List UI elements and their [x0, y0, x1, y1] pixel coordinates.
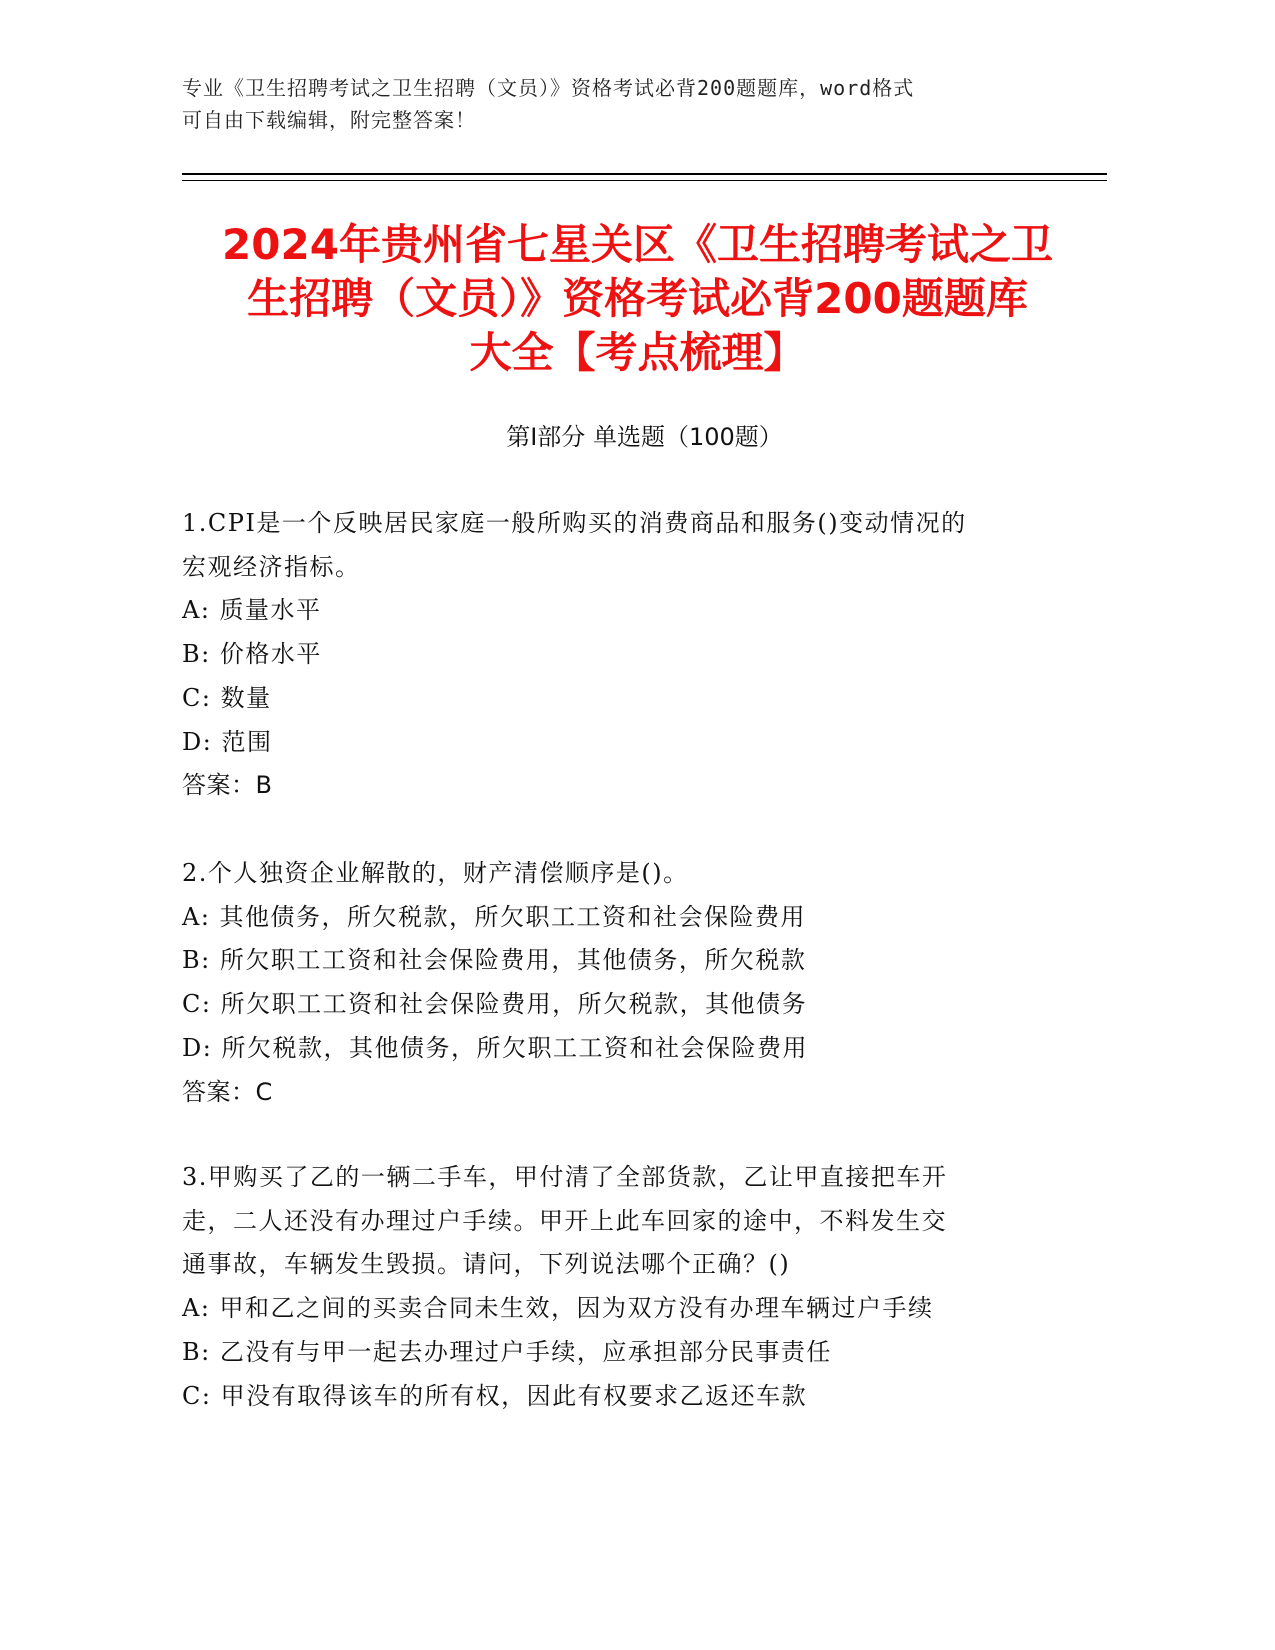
question-stem: 2.个人独资企业解散的，财产清偿顺序是()。	[182, 859, 689, 887]
question-1	[182, 502, 1062, 808]
question-stem: 走，二人还没有办理过户手续。甲开上此车回家的途中，不料发生交	[182, 1206, 947, 1235]
option-d: D: 所欠税款，其他债务，所欠职工工资和社会保险费用	[182, 1033, 808, 1062]
header-rule-thin	[182, 180, 1107, 181]
option-a: A: 甲和乙之间的买卖合同未生效，因为双方没有办理车辆过户手续	[182, 1294, 934, 1323]
option-b: B: 价格水平	[182, 640, 322, 669]
question-stem: 通事故，车辆发生毁损。请问，下列说法哪个正确？()	[182, 1250, 791, 1279]
header-rule-thick	[182, 173, 1107, 175]
header-note	[182, 72, 1042, 136]
document-title-line-1: 2024年贵州省七星关区《卫生招聘考试之卫	[222, 220, 1053, 269]
option-b: B: 乙没有与甲一起去办理过户手续，应承担部分民事责任	[182, 1337, 832, 1366]
option-b: B: 所欠职工工资和社会保险费用，其他债务，所欠税款	[182, 946, 807, 975]
header-note-line-1: 专业《卫生招聘考试之卫生招聘（文员）》资格考试必背200题题库，word格式	[182, 76, 915, 100]
option-c: C: 甲没有取得该车的所有权，因此有权要求乙返还车款	[182, 1381, 808, 1410]
answer: 答案：B	[182, 771, 273, 800]
document-title	[160, 218, 1115, 380]
section-heading: 第Ⅰ部分 单选题（100题）	[506, 423, 783, 451]
question-stem: 3.甲购买了乙的一辆二手车，甲付清了全部货款，乙让甲直接把车开	[182, 1163, 948, 1191]
option-a: A: 质量水平	[182, 596, 322, 625]
document-title-line-2: 生招聘（文员）》资格考试必背200题题库	[247, 274, 1028, 323]
header-note-line-2: 可自由下载编辑，附完整答案！	[182, 108, 476, 132]
question-3	[182, 1156, 1062, 1418]
option-a: A: 其他债务，所欠税款，所欠职工工资和社会保险费用	[182, 902, 807, 931]
question-stem: 1.CPI是一个反映居民家庭一般所购买的消费商品和服务()变动情况的	[182, 509, 967, 537]
document-title-line-3: 大全【考点梳理】	[469, 328, 806, 377]
question-stem: 宏观经济指标。	[182, 552, 361, 581]
option-c: C: 所欠职工工资和社会保险费用，所欠税款，其他债务	[182, 990, 808, 1019]
option-d: D: 范围	[182, 727, 273, 756]
answer: 答案：C	[182, 1077, 273, 1106]
option-c: C: 数量	[182, 683, 272, 712]
question-2	[182, 852, 1062, 1114]
